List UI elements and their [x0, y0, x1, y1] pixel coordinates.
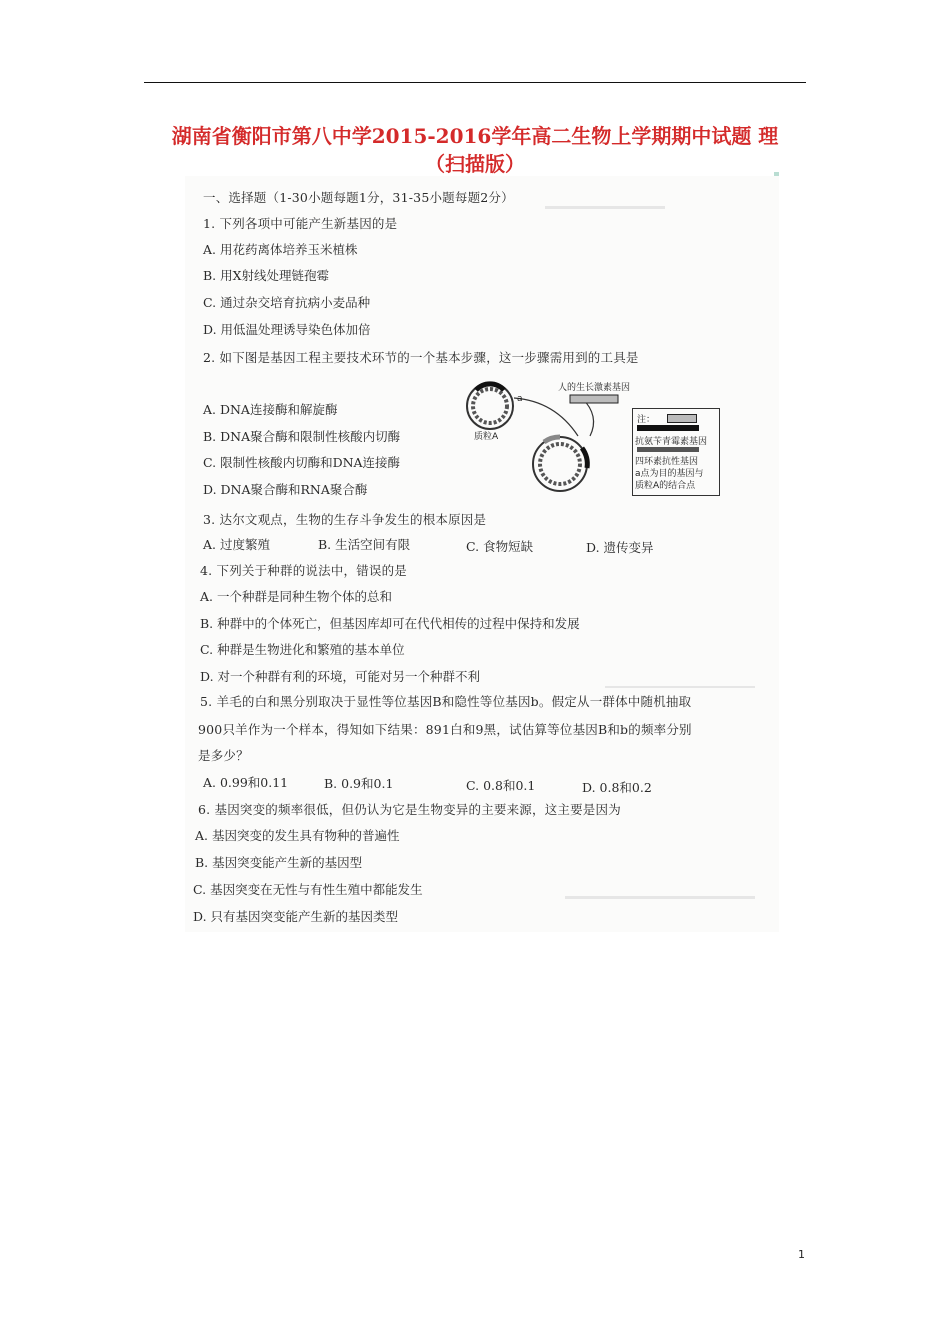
question-6-stem: 6. 基因突变的频率很低，但仍认为它是生物变异的主要来源，这主要是因为	[198, 802, 621, 817]
question-4-option-c: C. 种群是生物进化和繁殖的基本单位	[200, 642, 405, 657]
recombinant-plasmid-marker	[582, 448, 587, 468]
header-rule	[144, 82, 806, 83]
point-a-label: a	[517, 394, 523, 404]
question-1-option-d: D. 用低温处理诱导染色体加倍	[203, 322, 371, 337]
legend-item-3: a点为目的基因与	[635, 469, 704, 479]
plasmid-a-marker	[476, 384, 504, 390]
section-heading: 一、选择题（1-30小题每题1分，31-35小题每题2分）	[203, 190, 514, 205]
legend-black-swatch	[637, 425, 699, 431]
question-5-option-d: D. 0.8和0.2	[582, 780, 652, 795]
question-5-option-b: B. 0.9和0.1	[324, 776, 394, 791]
legend-grey-swatch	[637, 447, 699, 452]
question-5-stem-line-3: 是多少？	[198, 748, 249, 763]
question-2-option-d: D. DNA聚合酶和RNA聚合酶	[203, 482, 368, 497]
question-3-stem: 3. 达尔文观点，生物的生存斗争发生的根本原因是	[203, 512, 487, 527]
scan-noise	[605, 686, 755, 688]
gene-arrow-curve	[582, 398, 594, 436]
question-5-stem-line-2: 900只羊作为一个样本，得知如下结果：891白和9黑，试估算等位基因B和b的频率分别	[198, 722, 692, 737]
question-2-option-b: B. DNA聚合酶和限制性核酸内切酶	[203, 429, 401, 444]
page-number: 1	[798, 1248, 805, 1261]
diagram-legend	[632, 408, 720, 496]
question-6-option-d: D. 只有基因突变能产生新的基因类型	[193, 909, 399, 924]
legend-item-2: 四环素抗性基因	[635, 457, 699, 467]
recombinant-plasmid-insert	[544, 437, 560, 442]
question-2-option-a: A. DNA连接酶和解旋酶	[203, 402, 338, 417]
question-5-option-c: C. 0.8和0.1	[466, 778, 536, 793]
question-1-stem: 1. 下列各项中可能产生新基因的是	[203, 216, 398, 231]
scan-noise	[545, 206, 665, 209]
question-1-option-b: B. 用X射线处理链孢霉	[203, 268, 330, 283]
question-6-option-a: A. 基因突变的发生具有物种的普遍性	[195, 828, 400, 843]
legend-item-4: 质粒A的结合点	[635, 481, 696, 491]
question-2-stem: 2. 如下图是基因工程主要技术环节的一个基本步骤，这一步骤需用到的工具是	[203, 350, 639, 365]
scan-noise	[565, 896, 755, 899]
question-4-option-a: A. 一个种群是同种生物个体的总和	[200, 589, 392, 604]
connector-curve	[514, 398, 578, 436]
question-4-option-d: D. 对一个种群有利的环境，可能对另一个种群不利	[200, 669, 481, 684]
question-2-option-c: C. 限制性核酸内切酶和DNA连接酶	[203, 455, 401, 470]
question-1-option-c: C. 通过杂交培育抗病小麦品种	[203, 295, 371, 310]
legend-item-1: 抗氨苄青霉素基因	[635, 437, 708, 447]
question-1-option-a: A. 用花药离体培养玉米植株	[203, 242, 358, 257]
question-3-option-d: D. 遗传变异	[586, 540, 654, 555]
question-6-option-b: B. 基因突变能产生新的基因型	[195, 855, 363, 870]
question-5-stem-line-1: 5. 羊毛的白和黑分别取决于显性等位基因B和隐性等位基因b。假定从一群体中随机抽取	[200, 694, 692, 709]
question-3-option-c: C. 食物短缺	[466, 539, 534, 554]
recombinant-plasmid-inner	[540, 444, 580, 484]
question-6-option-c: C. 基因突变在无性与有性生殖中都能发生	[193, 882, 423, 897]
gene-label: 人的生长激素基因	[558, 383, 631, 393]
document-subtitle: （扫描版）	[425, 152, 525, 176]
question-3-option-b: B. 生活空间有限	[318, 537, 411, 552]
document-title: 湖南省衡阳市第八中学2015-2016学年高二生物上学期期中试题 理	[171, 124, 779, 148]
question-3-option-a: A. 过度繁殖	[203, 537, 270, 552]
growth-hormone-gene-bar	[570, 395, 618, 403]
question-4-stem: 4. 下列关于种群的说法中，错误的是	[200, 563, 408, 578]
legend-title: 注：	[637, 415, 656, 425]
plasmid-a-inner	[473, 389, 507, 423]
legend-gene-swatch	[667, 414, 697, 423]
plasmid-a-label: 质粒A	[474, 432, 499, 442]
question-4-option-b: B. 种群中的个体死亡，但基因库却可在代代相传的过程中保持和发展	[200, 616, 580, 631]
question-5-option-a: A. 0.99和0.11	[203, 775, 289, 790]
